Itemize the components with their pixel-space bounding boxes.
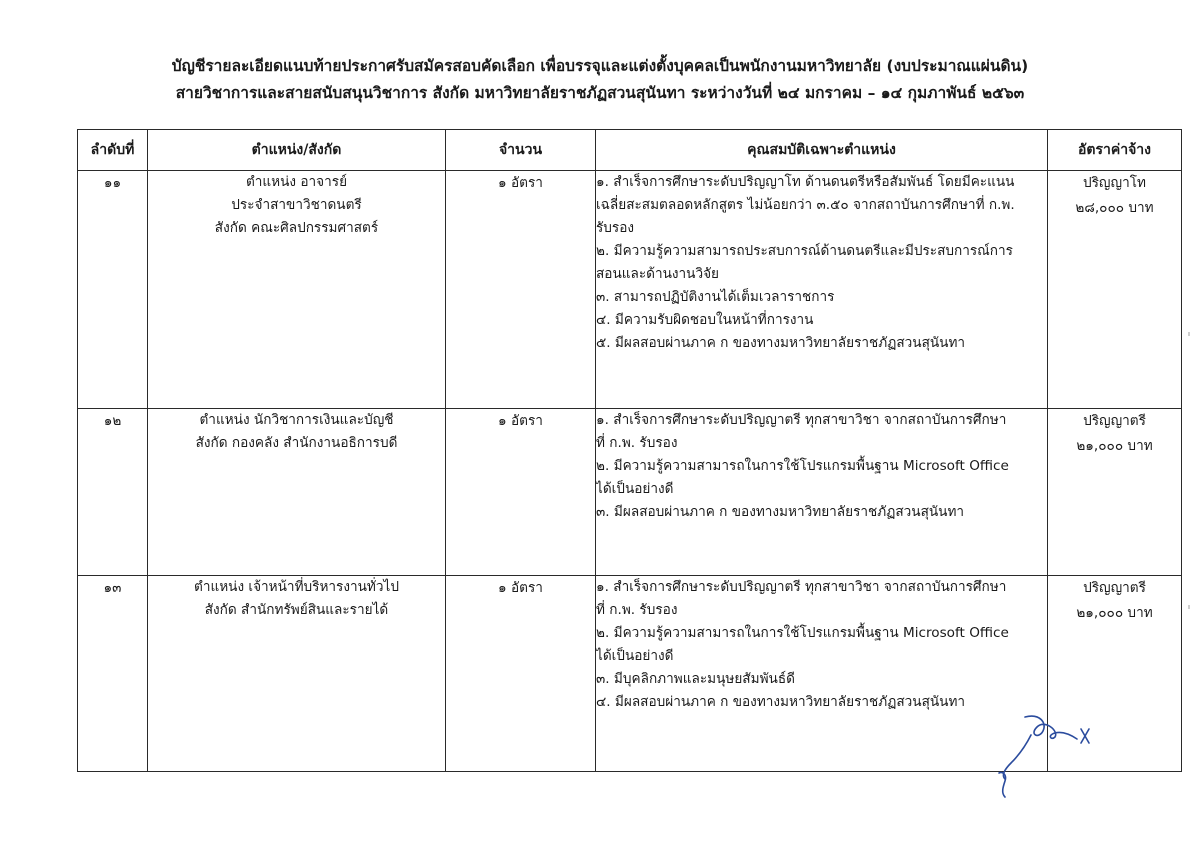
position-line: ตำแหน่ง นักวิชาการเงินและบัญชี <box>199 412 394 428</box>
document-title-line-1: บัญชีรายละเอียดแนบท้ายประกาศรับสมัครสอบคัดเลือก เพื่อบรรจุและแต่งตั้งบุคคลเป็นพนักงานมหาวิทยาลัย (งบประมาณแผ่นดิน) <box>171 57 1029 75</box>
rate-degree: ปริญญาโท <box>1083 175 1146 191</box>
qualification-line: ๓. สามารถปฏิบัติงานได้เต็มเวลาราชการ <box>596 289 835 305</box>
qualification-line: ๑. สำเร็จการศึกษาระดับปริญญาตรี ทุกสาขาวิชา จากสถาบันการศึกษา <box>596 412 1007 428</box>
qualification-line: ๕. มีผลสอบผ่านภาค ก ของทางมหาวิทยาลัยราชภัฏสวนสุนันทา <box>596 335 966 351</box>
count-cell: ๑ อัตรา <box>446 409 596 576</box>
position-line: สังกัด คณะศิลปกรรมศาสตร์ <box>214 220 379 236</box>
count-cell: ๑ อัตรา <box>446 576 596 772</box>
qualifications-cell <box>596 409 1048 576</box>
qualification-line: เฉลี่ยสะสมตลอดหลักสูตร ไม่น้อยกว่า ๓.๕๐ จากสถาบันการศึกษาที่ ก.พ. <box>596 197 1015 213</box>
qualification-line: ๑. สำเร็จการศึกษาระดับปริญญาตรี ทุกสาขาวิชา จากสถาบันการศึกษา <box>596 579 1007 595</box>
positions-table <box>77 129 1182 772</box>
rate-cell <box>1048 409 1182 576</box>
table-row <box>78 409 1182 576</box>
table-header-row <box>78 130 1182 171</box>
qualification-line: ได้เป็นอย่างดี <box>596 481 674 497</box>
qualification-line: ที่ ก.พ. รับรอง <box>596 435 678 451</box>
header-rate: อัตราค่าจ้าง <box>1048 130 1182 171</box>
rate-amount: ๒๘,๐๐๐ บาท <box>1075 200 1154 216</box>
rate-amount: ๒๑,๐๐๐ บาท <box>1076 438 1153 454</box>
row-number: ๑๒ <box>78 409 148 576</box>
header-position: ตำแหน่ง/สังกัด <box>148 130 446 171</box>
qualifications-cell <box>596 576 1048 772</box>
qualification-line: ได้เป็นอย่างดี <box>596 648 674 664</box>
table-row <box>78 171 1182 409</box>
row-number: ๑๑ <box>78 171 148 409</box>
header-no: ลำดับที่ <box>78 130 148 171</box>
position-line: ตำแหน่ง เจ้าหน้าที่บริหารงานทั่วไป <box>194 579 399 595</box>
qualification-line: ๒. มีความรู้ความสามารถในการใช้โปรแกรมพื้นฐาน Microsoft Office <box>596 458 1009 474</box>
position-cell <box>148 171 446 409</box>
document-title-line-2: สายวิชาการและสายสนับสนุนวิชาการ สังกัด มหาวิทยาลัยราชภัฏสวนสุนันทา ระหว่างวันที่ ๒๔ มกราคม – ๑๔ กุมภาพันธ์ ๒๕๖๓ <box>175 84 1025 102</box>
qualification-line: ๔. มีผลสอบผ่านภาค ก ของทางมหาวิทยาลัยราชภัฏสวนสุนันทา <box>596 694 966 710</box>
qualification-line: สอนและด้านงานวิจัย <box>596 266 720 282</box>
position-line: สังกัด สำนักทรัพย์สินและรายได้ <box>204 602 389 618</box>
position-cell <box>148 576 446 772</box>
qualifications-cell <box>596 171 1048 409</box>
qualification-line: ๒. มีความรู้ความสามารถประสบการณ์ด้านดนตรีและมีประสบการณ์การ <box>596 243 1013 259</box>
handwritten-signature <box>985 705 1100 805</box>
qualification-line: ๓. มีบุคลิกภาพและมนุษยสัมพันธ์ดี <box>596 671 795 687</box>
rate-cell <box>1048 171 1182 409</box>
row-number: ๑๓ <box>78 576 148 772</box>
scan-mark <box>1188 605 1190 609</box>
position-line: ประจำสาขาวิชาดนตรี <box>231 197 362 213</box>
position-line: สังกัด กองคลัง สำนักงานอธิการบดี <box>195 435 398 451</box>
rate-degree: ปริญญาตรี <box>1083 413 1146 429</box>
scan-mark <box>1188 332 1190 336</box>
position-line: ตำแหน่ง อาจารย์ <box>245 174 348 190</box>
header-count: จำนวน <box>446 130 596 171</box>
position-cell <box>148 409 446 576</box>
header-qualifications: คุณสมบัติเฉพาะตำแหน่ง <box>596 130 1048 171</box>
rate-degree: ปริญญาตรี <box>1083 580 1146 596</box>
qualification-line: ๔. มีความรับผิดชอบในหน้าที่การงาน <box>596 312 814 328</box>
rate-amount: ๒๑,๐๐๐ บาท <box>1076 605 1153 621</box>
qualification-line: ๒. มีความรู้ความสามารถในการใช้โปรแกรมพื้นฐาน Microsoft Office <box>596 625 1009 641</box>
qualification-line: ๑. สำเร็จการศึกษาระดับปริญญาโท ด้านดนตรีหรือสัมพันธ์ โดยมีคะแนน <box>596 174 1015 190</box>
qualification-line: ๓. มีผลสอบผ่านภาค ก ของทางมหาวิทยาลัยราชภัฏสวนสุนันทา <box>596 504 965 520</box>
qualification-line: ที่ ก.พ. รับรอง <box>596 602 678 618</box>
count-cell: ๑ อัตรา <box>446 171 596 409</box>
qualification-line: รับรอง <box>596 220 635 236</box>
